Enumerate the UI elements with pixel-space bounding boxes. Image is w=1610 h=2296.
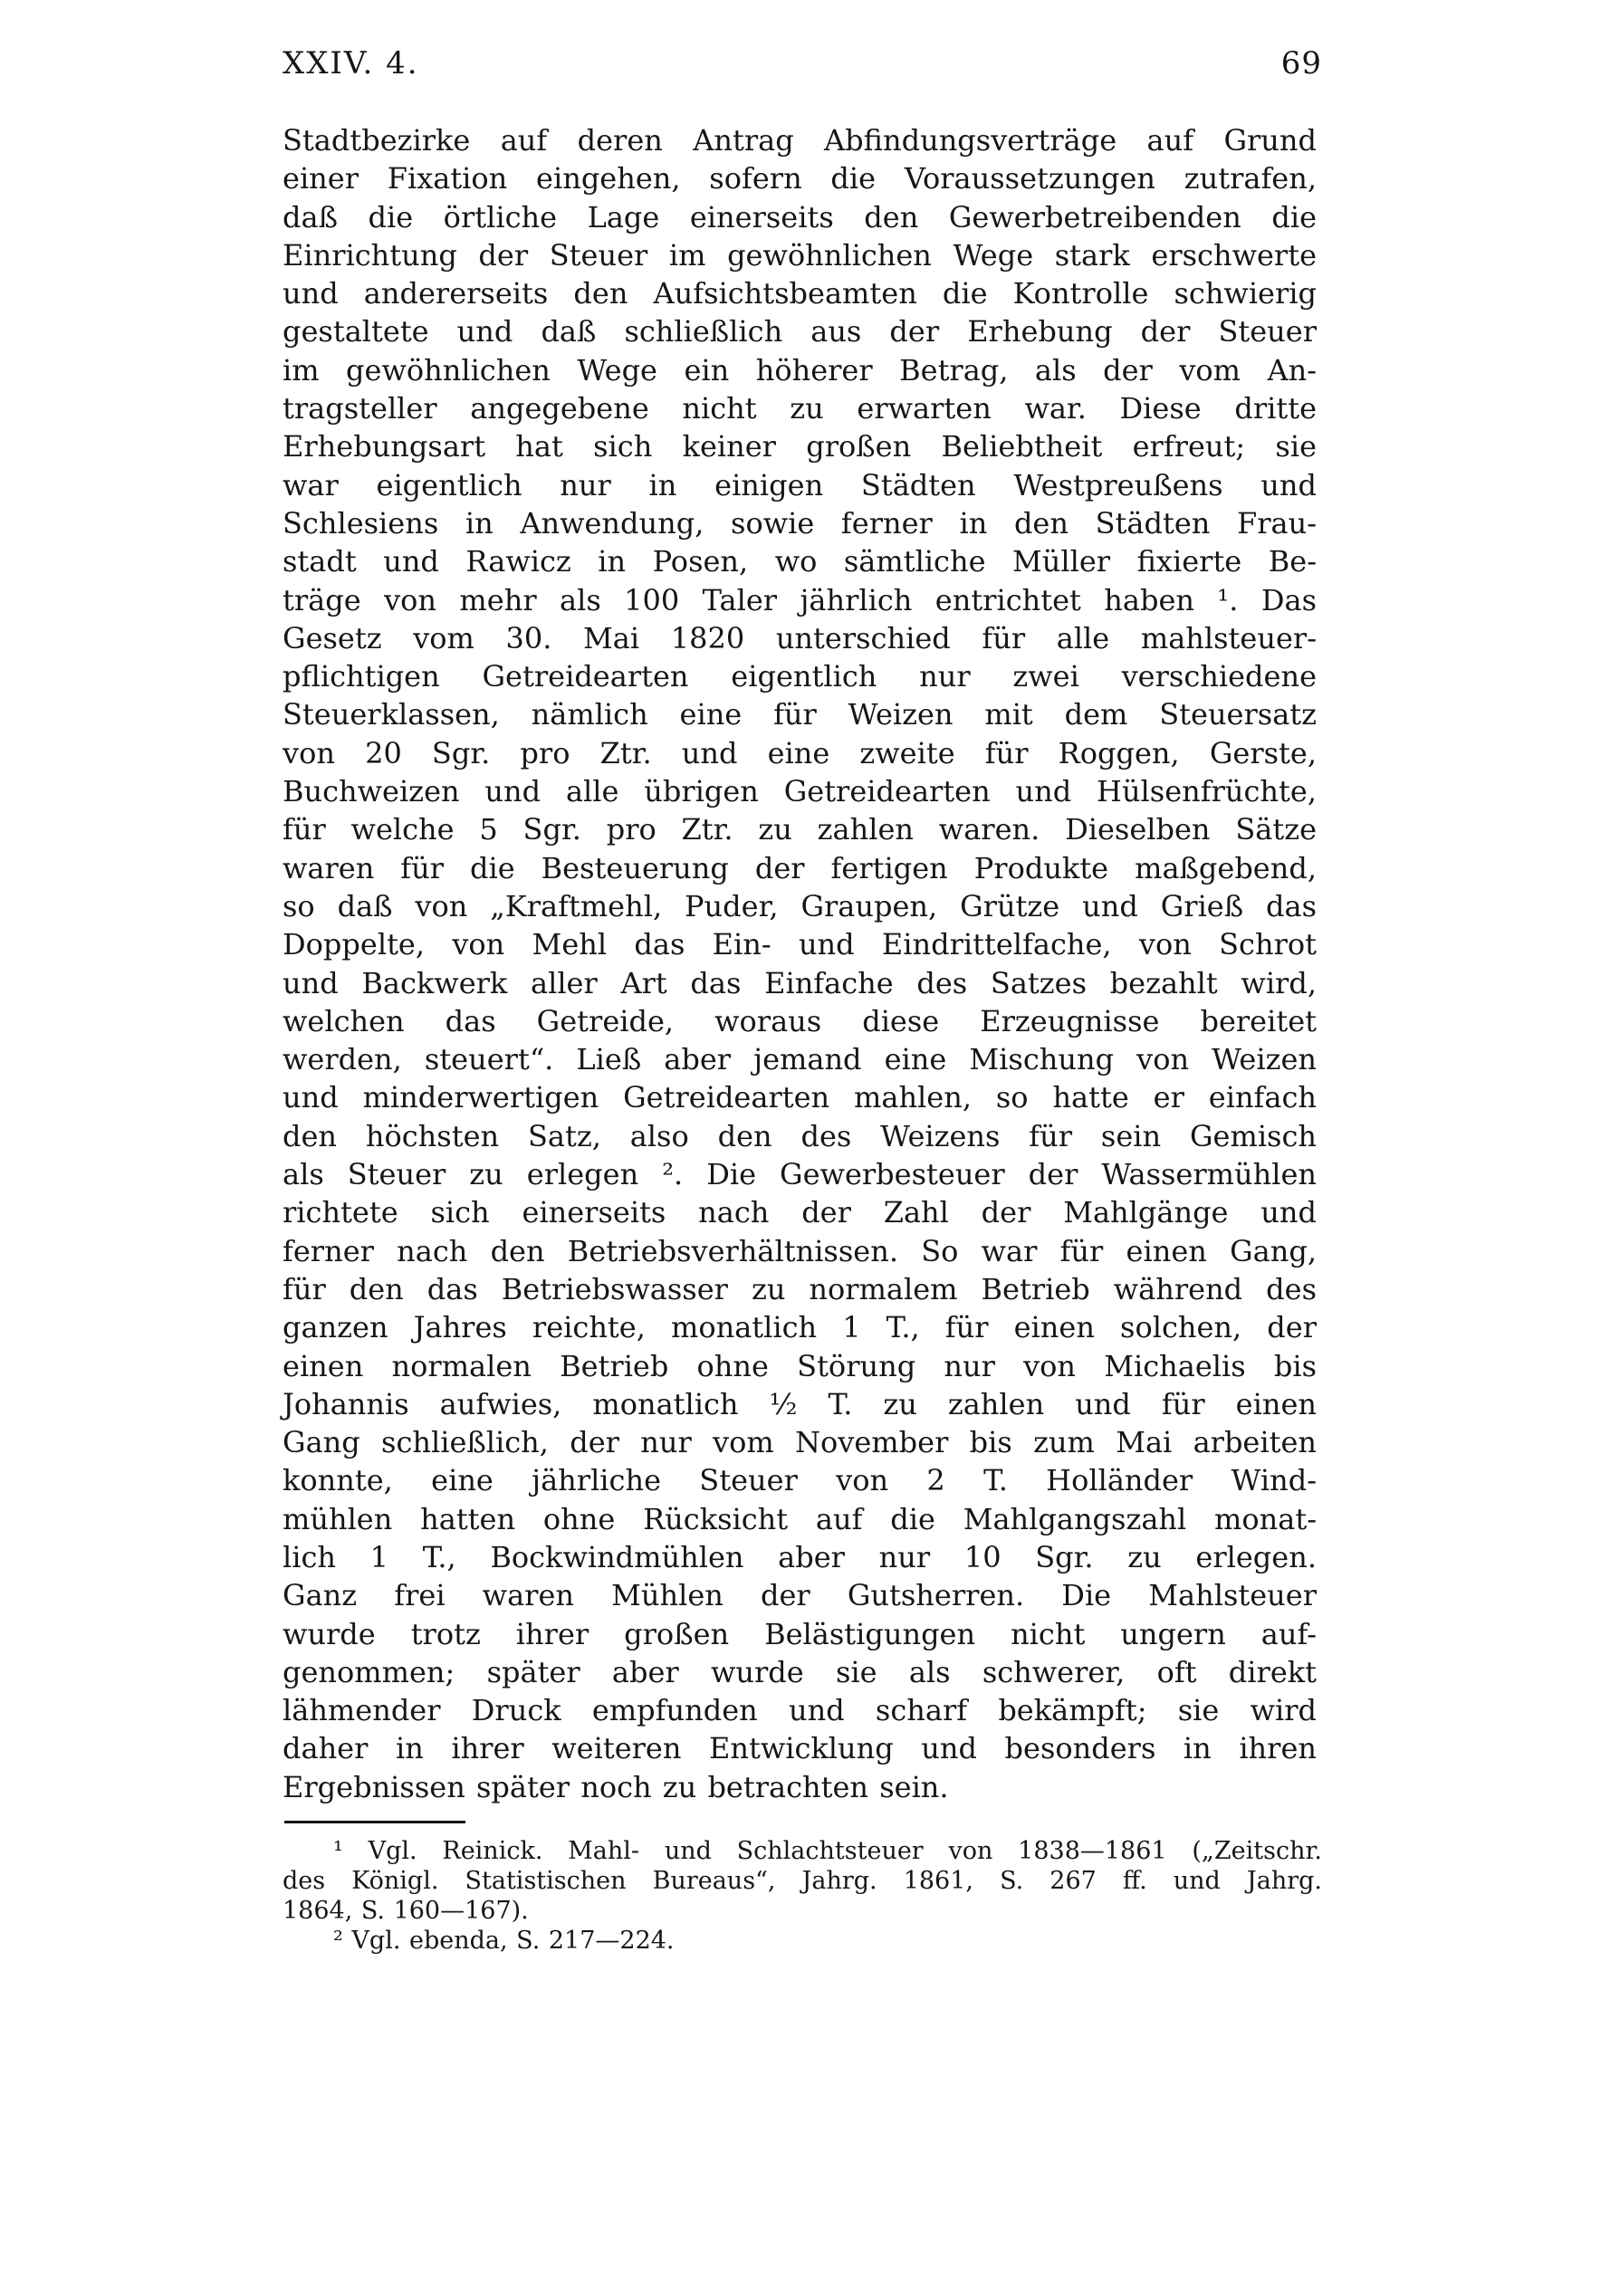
body-text-line: stadt und Rawicz in Posen, wo sämtliche Müller fixierte Be- bbox=[283, 544, 1317, 579]
body-text-line: Doppelte, von Mehl das Ein- und Eindrittelfache, von Schrot bbox=[283, 927, 1317, 962]
body-text-line: Stadtbezirke auf deren Antrag Abfindungsverträge auf Grund bbox=[283, 123, 1317, 158]
body-text-line: lähmender Druck empfunden und scharf bekämpft; sie wird bbox=[283, 1693, 1317, 1728]
body-text-line: den höchsten Satz, also den des Weizens für sein Gemisch bbox=[283, 1118, 1317, 1153]
footnote-line: des Königl. Statistischen Bureaus“, Jahrg. 1861, S. 267 ff. und Jahrg. bbox=[283, 1867, 1322, 1895]
body-text-line: ganzen Jahres reichte, monatlich 1 T., für einen solchen, der bbox=[283, 1310, 1317, 1345]
body-text-line: so daß von „Kraftmehl, Puder, Graupen, Grütze und Grieß das bbox=[283, 888, 1317, 923]
footnotes-block bbox=[283, 1836, 1322, 1956]
body-text-line: war eigentlich nur in einigen Städten Westpreußens und bbox=[283, 467, 1317, 502]
body-text-line: welchen das Getreide, woraus diese Erzeugnisse bereitet bbox=[283, 1003, 1317, 1038]
body-text-line: Einrichtung der Steuer im gewöhnlichen Wege stark erschwerte bbox=[283, 237, 1317, 273]
page-header bbox=[283, 45, 1322, 81]
body-text-line: daß die örtliche Lage einerseits den Gewerbetreibenden die bbox=[283, 199, 1317, 234]
body-text-line: als Steuer zu erlegen ². Die Gewerbesteuer der Wassermühlen bbox=[283, 1157, 1317, 1192]
body-text-line: und andererseits den Aufsichtsbeamten die Kontrolle schwierig bbox=[283, 276, 1317, 311]
body-text-line: im gewöhnlichen Wege ein höherer Betrag, als der vom An- bbox=[283, 352, 1317, 387]
body-text-line: werden, steuert“. Ließ aber jemand eine Mischung von Weizen bbox=[283, 1042, 1317, 1077]
body-text-line: einen normalen Betrieb ohne Störung nur von Michaelis bis bbox=[283, 1348, 1317, 1383]
body-text-line: richtete sich einerseits nach der Zahl der Mahlgänge und bbox=[283, 1195, 1317, 1230]
body-text-line: tragsteller angegebene nicht zu erwarten war. Diese dritte bbox=[283, 391, 1317, 426]
footnote-line: ² Vgl. ebenda, S. 217—224. bbox=[333, 1927, 675, 1955]
body-text-line: lich 1 T., Bockwindmühlen aber nur 10 Sgr. zu erlegen. bbox=[283, 1539, 1317, 1574]
body-text-line: träge von mehr als 100 Taler jährlich entrichtet haben ¹. Das bbox=[283, 582, 1317, 617]
body-text-line: Buchweizen und alle übrigen Getreidearten und Hülsenfrüchte, bbox=[283, 774, 1317, 809]
footnote-line: 1864, S. 160—167). bbox=[283, 1897, 529, 1925]
body-text-line: gestaltete und daß schließlich aus der Erhebung der Steuer bbox=[283, 314, 1317, 349]
body-text-line: Gang schließlich, der nur vom November bis zum Mai arbeiten bbox=[283, 1425, 1317, 1460]
body-text-line: Erhebungsart hat sich keiner großen Beliebtheit erfreut; sie bbox=[283, 429, 1317, 464]
body-text-line: daher in ihrer weiteren Entwicklung und besonders in ihren bbox=[283, 1731, 1317, 1766]
body-text-line: Gesetz vom 30. Mai 1820 unterschied für alle mahlsteuer- bbox=[283, 620, 1317, 655]
body-text-line: wurde trotz ihrer großen Belästigungen nicht ungern auf- bbox=[283, 1616, 1317, 1651]
body-text-line: Johannis aufwies, monatlich ½ T. zu zahlen und für einen bbox=[283, 1386, 1317, 1421]
body-text-line: für welche 5 Sgr. pro Ztr. zu zahlen waren. Dieselben Sätze bbox=[283, 812, 1317, 847]
body-text-line: von 20 Sgr. pro Ztr. und eine zweite für Roggen, Gerste, bbox=[283, 735, 1317, 770]
body-text-line: genommen; später aber wurde sie als schwerer, oft direkt bbox=[283, 1654, 1317, 1689]
body-text-block bbox=[283, 121, 1317, 1806]
body-text-line: für den das Betriebswasser zu normalem Betrieb während des bbox=[283, 1271, 1317, 1306]
body-text-line: pflichtigen Getreidearten eigentlich nur zwei verschiedene bbox=[283, 659, 1317, 694]
footnote-line: ¹ Vgl. Reinick. Mahl- und Schlachtsteuer von 1838—1861 („Zeitschr. bbox=[333, 1837, 1322, 1865]
body-text-line: Schlesiens in Anwendung, sowie ferner in den Städten Frau- bbox=[283, 505, 1317, 541]
chapter-label: XXIV. 4. bbox=[283, 45, 419, 81]
body-text-line: waren für die Besteuerung der fertigen Produkte maßgebend, bbox=[283, 850, 1317, 885]
body-text-line: Ganz frei waren Mühlen der Gutsherren. Die Mahlsteuer bbox=[283, 1578, 1317, 1613]
body-text-line: und minderwertigen Getreidearten mahlen, so hatte er einfach bbox=[283, 1080, 1317, 1115]
body-text-line: Steuerklassen, nämlich eine für Weizen mit dem Steuersatz bbox=[283, 697, 1317, 732]
body-text-line: und Backwerk aller Art das Einfache des Satzes bezahlt wird, bbox=[283, 965, 1317, 1000]
body-text-line: mühlen hatten ohne Rücksicht auf die Mahlgangszahl monat- bbox=[283, 1501, 1317, 1536]
body-text-line: ferner nach den Betriebsverhältnissen. So war für einen Gang, bbox=[283, 1233, 1317, 1268]
body-text-line: konnte, eine jährliche Steuer von 2 T. Holländer Wind- bbox=[283, 1463, 1317, 1498]
footnote-separator bbox=[284, 1821, 465, 1823]
body-text-line: Ergebnissen später noch zu betrachten sein. bbox=[283, 1769, 949, 1804]
page-number: 69 bbox=[1280, 45, 1322, 81]
body-text-line: einer Fixation eingehen, sofern die Voraussetzungen zutrafen, bbox=[283, 161, 1317, 196]
